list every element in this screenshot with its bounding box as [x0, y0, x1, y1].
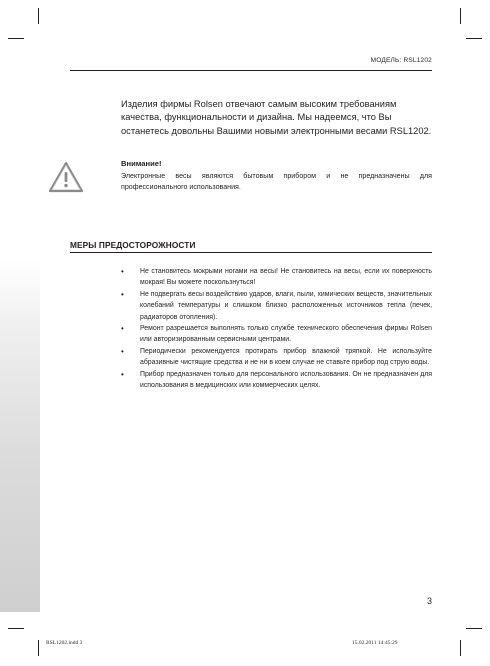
- warning-title: Внимание!: [121, 159, 162, 168]
- bullet-icon: •: [121, 289, 124, 299]
- footer-timestamp: 15.02.2011 14:45:29: [352, 640, 398, 646]
- list-item: [121, 369, 432, 392]
- intro-paragraph: Изделия фирмы Rolsen отвечают самым высоким требованиям качества, функциональности и дизайна. Мы надеемся, что Вы останетесь довольны Вашими новыми электронными весами RSL1202.: [121, 99, 432, 136]
- footer-file-name: RSL1202.indd 3: [46, 640, 83, 646]
- bullet-icon: •: [121, 369, 124, 379]
- warning-text: Электронные весы являются бытовым прибором и не предназначены для профессионального использования.: [121, 172, 432, 192]
- crop-mark-bottom-right-v: [460, 640, 461, 656]
- side-gradient-bar: [0, 260, 40, 612]
- bullet-icon: •: [121, 324, 124, 334]
- page-number: 3: [426, 596, 432, 606]
- model-label: МОДЕЛЬ: RSL1202: [370, 57, 432, 64]
- bullet-icon: •: [121, 267, 124, 276]
- section-rule: [70, 252, 432, 253]
- list-item-text: Не становитесь мокрыми ногами на весы! Не становитесь на весы, если их поверхность мокрая! Вы можете поскользнуться!: [140, 268, 432, 287]
- crop-mark-top-left-v: [38, 8, 39, 24]
- crop-mark-bottom-left-h: [8, 628, 24, 629]
- list-item-text: Не подвергать весы воздействию ударов, влаги, пыли, химических веществ, значительных колебаний температуры и слишком близко расположенных источников тепла (печек, радиаторов отопления).: [140, 290, 432, 321]
- list-item: [121, 346, 432, 369]
- crop-mark-top-right-h: [466, 38, 482, 39]
- list-item: [121, 323, 432, 346]
- list-item-text: Ремонт разрешается выполнять только службе технического обеспечения фирмы Rolsen или авторизированным сервисными центрами.: [140, 325, 432, 344]
- crop-mark-bottom-right-h: [466, 628, 482, 629]
- list-item: [121, 289, 432, 323]
- crop-mark-bottom-left-v: [38, 640, 39, 656]
- list-item: [121, 266, 432, 289]
- crop-mark-top-right-v: [460, 8, 461, 24]
- list-item-text: Прибор предназначен только для персонального использования. Он не предназначен для использования в медицинских или коммерческих целях.: [140, 370, 432, 390]
- warning-triangle-icon: [48, 161, 84, 193]
- precautions-list: [121, 266, 432, 391]
- bullet-icon: •: [121, 346, 124, 356]
- list-item-text: Периодически рекомендуется протирать прибор влажной тряпкой. Не используйте абразивные чистящие средства и не ни в коем случае не ставьте прибор под струю воды.: [140, 347, 432, 367]
- crop-mark-top-left-h: [8, 38, 24, 39]
- section-title: МЕРЫ ПРЕДОСТОРОЖНОСТИ: [70, 240, 196, 250]
- header-rule: [70, 70, 432, 71]
